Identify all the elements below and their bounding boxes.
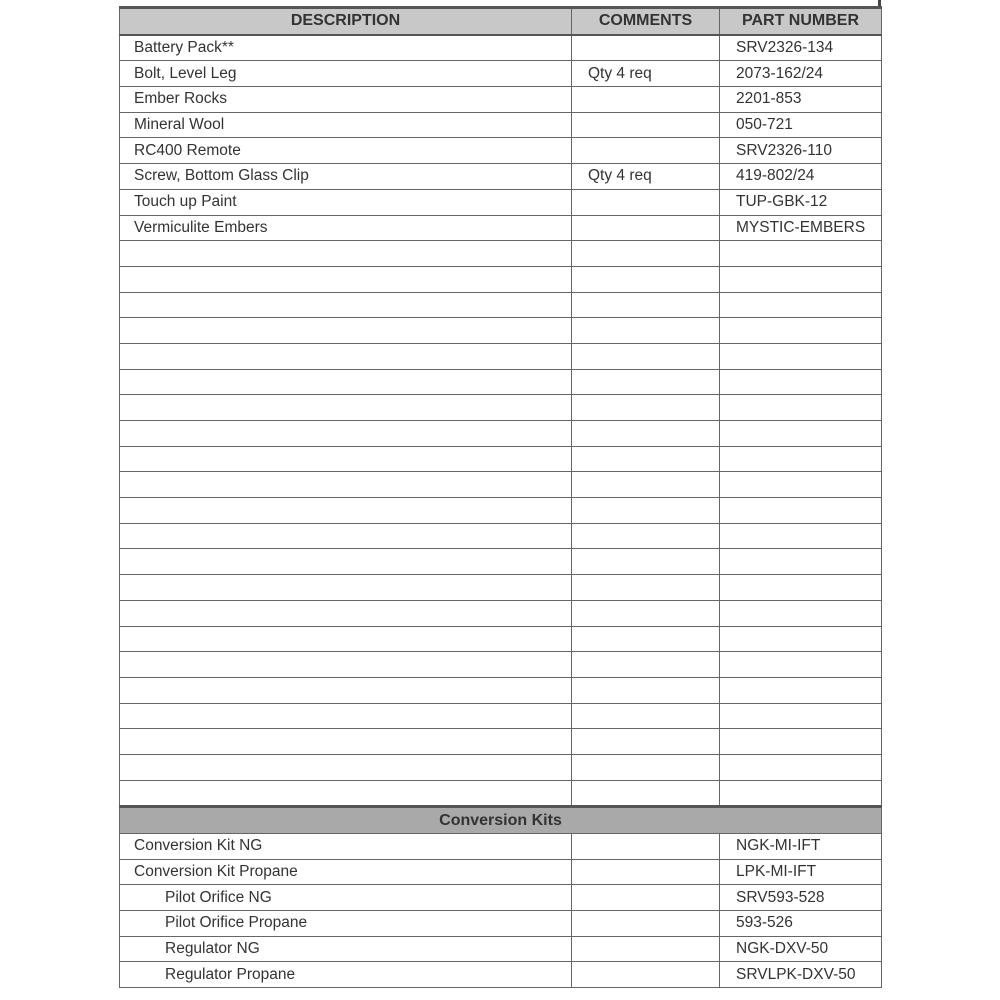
empty-cell [572, 369, 720, 395]
empty-cell [572, 523, 720, 549]
empty-cell [572, 780, 720, 807]
parts-table [119, 6, 882, 988]
part-number: 2201-853 [720, 87, 882, 113]
empty-cell [120, 754, 572, 780]
empty-cell [120, 292, 572, 318]
empty-cell [120, 677, 572, 703]
part-description: Touch up Paint [120, 189, 572, 215]
empty-table-row [120, 292, 882, 318]
part-description: Screw, Bottom Glass Clip [120, 164, 572, 190]
empty-cell [572, 549, 720, 575]
empty-cell [720, 472, 882, 498]
empty-cell [120, 626, 572, 652]
empty-cell [572, 343, 720, 369]
part-comments [572, 215, 720, 241]
empty-cell [720, 780, 882, 807]
empty-table-row [120, 626, 882, 652]
empty-table-row [120, 395, 882, 421]
conversion-kit-row [120, 962, 882, 988]
part-number: NGK-DXV-50 [720, 936, 882, 962]
empty-table-row [120, 318, 882, 344]
conversion-kit-row [120, 885, 882, 911]
part-number: NGK-MI-IFT [720, 834, 882, 860]
empty-table-row [120, 652, 882, 678]
empty-cell [720, 343, 882, 369]
table-row [120, 87, 882, 113]
empty-cell [120, 395, 572, 421]
part-description: Pilot Orifice NG [120, 885, 572, 911]
empty-cell [120, 549, 572, 575]
empty-cell [120, 780, 572, 807]
table-row [120, 138, 882, 164]
empty-cell [572, 318, 720, 344]
empty-cell [720, 600, 882, 626]
empty-cell [572, 498, 720, 524]
empty-cell [572, 652, 720, 678]
empty-table-row [120, 780, 882, 807]
empty-table-row [120, 754, 882, 780]
part-comments [572, 859, 720, 885]
header-comments: COMMENTS [572, 8, 720, 35]
part-comments: Qty 4 req [572, 164, 720, 190]
empty-table-row [120, 343, 882, 369]
empty-cell [720, 652, 882, 678]
empty-table-row [120, 369, 882, 395]
conversion-kit-row [120, 936, 882, 962]
empty-cell [120, 600, 572, 626]
empty-cell [572, 266, 720, 292]
part-number: 050-721 [720, 112, 882, 138]
part-comments [572, 112, 720, 138]
empty-cell [720, 292, 882, 318]
empty-table-row [120, 266, 882, 292]
empty-cell [720, 369, 882, 395]
empty-cell [572, 677, 720, 703]
part-description: Bolt, Level Leg [120, 61, 572, 87]
part-number: SRV2326-134 [720, 35, 882, 61]
part-description: Vermiculite Embers [120, 215, 572, 241]
header-description: DESCRIPTION [120, 8, 572, 35]
empty-table-row [120, 703, 882, 729]
table-row [120, 215, 882, 241]
part-description: Mineral Wool [120, 112, 572, 138]
part-number: 2073-162/24 [720, 61, 882, 87]
empty-cell [720, 266, 882, 292]
table-row [120, 189, 882, 215]
header-part-number: PART NUMBER [720, 8, 882, 35]
empty-cell [720, 754, 882, 780]
empty-cell [720, 703, 882, 729]
part-number: TUP-GBK-12 [720, 189, 882, 215]
empty-cell [572, 600, 720, 626]
part-comments [572, 189, 720, 215]
table-row [120, 35, 882, 61]
part-comments: Qty 4 req [572, 61, 720, 87]
part-number: LPK-MI-IFT [720, 859, 882, 885]
empty-table-row [120, 446, 882, 472]
empty-cell [120, 241, 572, 267]
part-number: SRV2326-110 [720, 138, 882, 164]
empty-cell [720, 626, 882, 652]
part-number: SRV593-528 [720, 885, 882, 911]
part-comments [572, 962, 720, 988]
empty-table-row [120, 421, 882, 447]
empty-cell [120, 421, 572, 447]
empty-table-row [120, 549, 882, 575]
empty-cell [720, 729, 882, 755]
empty-cell [572, 292, 720, 318]
empty-cell [120, 266, 572, 292]
empty-cell [720, 677, 882, 703]
empty-cell [120, 575, 572, 601]
empty-cell [572, 754, 720, 780]
table-row [120, 112, 882, 138]
empty-cell [572, 703, 720, 729]
table-row [120, 164, 882, 190]
empty-cell [720, 241, 882, 267]
table-row [120, 61, 882, 87]
section-title: Conversion Kits [120, 807, 882, 834]
part-number: 419-802/24 [720, 164, 882, 190]
empty-cell [120, 369, 572, 395]
empty-cell [120, 472, 572, 498]
empty-table-row [120, 472, 882, 498]
empty-cell [720, 523, 882, 549]
part-description: Ember Rocks [120, 87, 572, 113]
parts-table-body [120, 35, 882, 988]
empty-cell [720, 575, 882, 601]
empty-table-row [120, 498, 882, 524]
empty-cell [572, 421, 720, 447]
empty-cell [572, 472, 720, 498]
conversion-kit-row [120, 859, 882, 885]
empty-cell [572, 446, 720, 472]
empty-cell [120, 498, 572, 524]
empty-cell [720, 318, 882, 344]
empty-table-row [120, 677, 882, 703]
part-description: Battery Pack** [120, 35, 572, 61]
part-comments [572, 885, 720, 911]
part-comments [572, 35, 720, 61]
empty-cell [720, 549, 882, 575]
part-comments [572, 834, 720, 860]
empty-table-row [120, 600, 882, 626]
part-description: RC400 Remote [120, 138, 572, 164]
empty-table-row [120, 241, 882, 267]
part-description: Conversion Kit NG [120, 834, 572, 860]
part-description: Regulator NG [120, 936, 572, 962]
part-number: SRVLPK-DXV-50 [720, 962, 882, 988]
empty-cell [720, 498, 882, 524]
part-comments [572, 936, 720, 962]
empty-cell [720, 395, 882, 421]
empty-cell [120, 446, 572, 472]
empty-cell [720, 421, 882, 447]
empty-table-row [120, 575, 882, 601]
empty-cell [120, 523, 572, 549]
empty-cell [572, 395, 720, 421]
part-number: MYSTIC-EMBERS [720, 215, 882, 241]
part-comments [572, 138, 720, 164]
part-description: Regulator Propane [120, 962, 572, 988]
conversion-kit-row [120, 834, 882, 860]
empty-cell [572, 575, 720, 601]
empty-cell [120, 318, 572, 344]
empty-cell [120, 652, 572, 678]
empty-cell [120, 343, 572, 369]
section-header-row [120, 807, 882, 834]
empty-cell [120, 703, 572, 729]
header-row [120, 8, 882, 35]
part-description: Conversion Kit Propane [120, 859, 572, 885]
part-comments [572, 87, 720, 113]
empty-table-row [120, 523, 882, 549]
empty-cell [572, 241, 720, 267]
part-description: Pilot Orifice Propane [120, 911, 572, 937]
part-number: 593-526 [720, 911, 882, 937]
empty-cell [720, 446, 882, 472]
empty-cell [572, 729, 720, 755]
empty-cell [120, 729, 572, 755]
part-comments [572, 911, 720, 937]
conversion-kit-row [120, 911, 882, 937]
empty-cell [572, 626, 720, 652]
empty-table-row [120, 729, 882, 755]
